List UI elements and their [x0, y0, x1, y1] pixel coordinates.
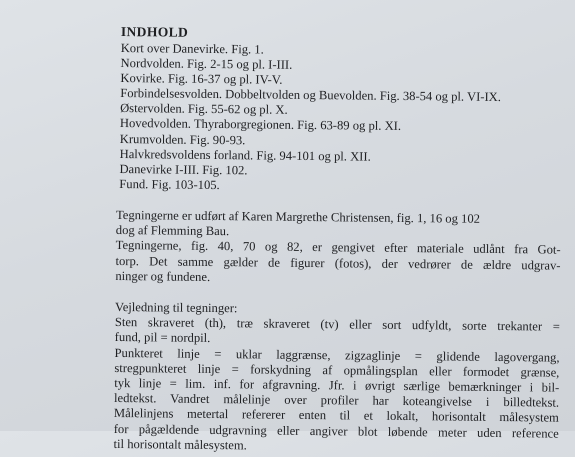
text-line: Punkteret linje = uklar laggrænse, zigzaglinje = glidende lagovergang, — [114, 345, 560, 365]
toc-entry: Kort over Danevirke. Fig. 1. — [120, 41, 264, 57]
contents-heading: INDHOLD — [120, 24, 189, 40]
toc-entry: Østervolden. Fig. 55-62 og pl. X. — [120, 101, 288, 118]
text-line: til horisontalt målesystem. — [113, 436, 247, 453]
credits-paragraph-2 — [115, 238, 560, 288]
text-line: tyk linje = lim. inf. for afgravning. Jfr. i øvrigt særlige bemærkninger i bil- — [114, 375, 560, 395]
text-line: stregpunkteret linje = forskydning af opmålingsplan eller formodet grænse, — [114, 360, 560, 380]
text-line: Sten skraveret (th), træ skraveret (tv) eller sort udfyldt, sorte trekanter = — [114, 315, 560, 334]
text-line: ledtekst. Vandret målelinje over profiler har koteangivelse i billedtekst. — [114, 391, 560, 410]
text-line: Tegningerne, fig. 40, 70 og 82, er gengivet efter materiale udlånt fra Got- — [115, 238, 561, 257]
text-line: torp. Det samme gælder de figurer (fotos), der vedrører de ældre udgrav- — [115, 253, 561, 273]
toc-entry: Krumvolden. Fig. 90-93. — [119, 131, 246, 147]
drawing-guide — [114, 300, 561, 457]
toc-entry: Danevirke I-III. Fig. 102. — [119, 161, 248, 178]
toc-entry: Kovirke. Fig. 16-37 og pl. IV-V. — [120, 71, 283, 87]
toc-entry: Hovedvolden. Thyraborgregionen. Fig. 63-89 og pl. XI. — [119, 116, 402, 134]
page-content — [114, 24, 563, 457]
credits-paragraph-1 — [116, 208, 561, 243]
text-line: Målelinjens metertal refererer enten til et lokalt, horisontalt målesystem — [113, 406, 559, 426]
guide-title: Vejledning til tegninger: — [114, 299, 238, 316]
toc-entry: Halvkredsvoldens forland. Fig. 94-101 og pl. XII. — [119, 146, 371, 164]
toc-entry: Forbindelsesvolden. Dobbeltvolden og Buevolden. Fig. 38-54 og pl. VI-IX. — [120, 86, 502, 105]
text-line: for pågældende udgravning eller angiver blot løbende meter uden reference — [113, 421, 559, 441]
text-line: ninger og fundene. — [115, 268, 211, 284]
text-line: dog af Flemming Bau. — [115, 223, 230, 239]
toc-entry: Nordvolden. Fig. 2-15 og pl. I-III. — [120, 56, 293, 72]
text-line: Tegningerne er udført af Karen Margrethe Christensen, fig. 1, 16 og 102 — [115, 207, 481, 226]
text-line: fund, pil = nordpil. — [114, 330, 211, 346]
toc-entry: Fund. Fig. 103-105. — [119, 176, 220, 192]
table-of-contents — [116, 41, 563, 197]
